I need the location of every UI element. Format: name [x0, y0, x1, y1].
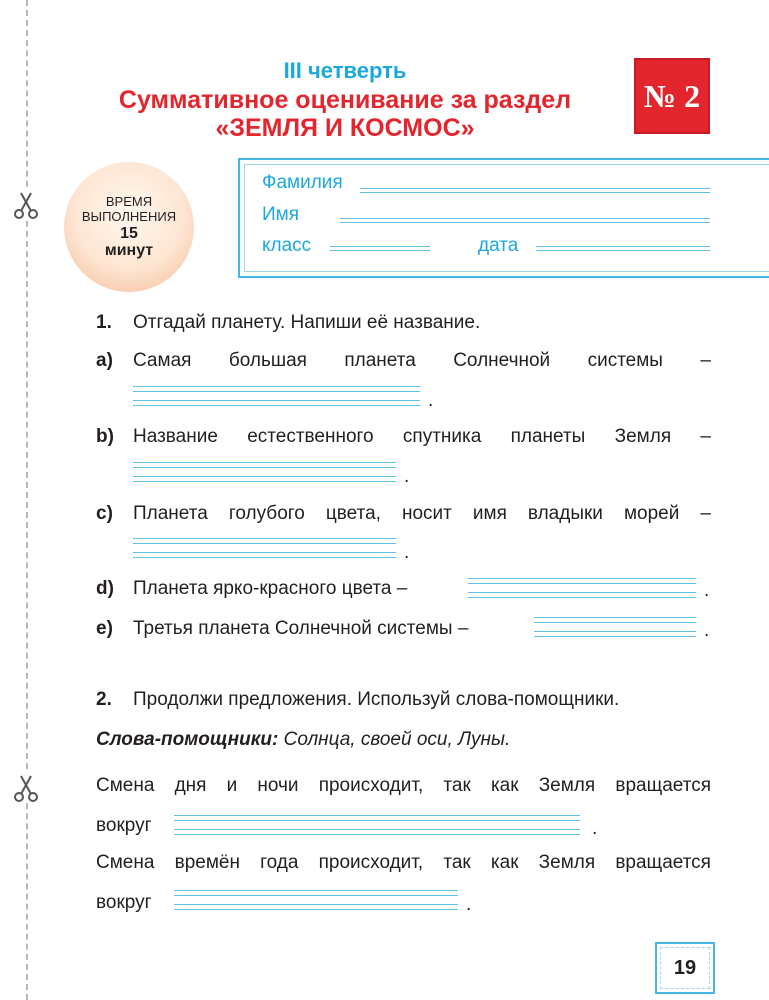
- word: как: [490, 852, 519, 873]
- around-word: вокруг: [96, 892, 152, 913]
- word: Смена: [96, 852, 155, 873]
- quarter-label: III четверть: [283, 58, 407, 83]
- word: ночи: [257, 775, 299, 796]
- word: имя: [472, 503, 507, 524]
- answer-line[interactable]: [133, 552, 396, 558]
- class-field[interactable]: [330, 246, 430, 251]
- answer-line[interactable]: [133, 386, 420, 392]
- word: так: [443, 852, 471, 873]
- word: носит: [401, 503, 452, 524]
- item-question: [133, 503, 711, 525]
- item-question: Третья планета Солнечной системы –: [133, 618, 469, 639]
- answer-line[interactable]: [534, 631, 696, 637]
- word: Самая: [133, 350, 192, 371]
- word: как: [490, 775, 519, 796]
- word: происходит,: [318, 852, 424, 873]
- answer-line[interactable]: [174, 815, 580, 821]
- period: .: [404, 542, 410, 563]
- name-label: Имя: [262, 204, 300, 225]
- item-letter: e): [96, 618, 113, 639]
- answer-line[interactable]: [468, 592, 696, 598]
- item-letter: c): [96, 503, 113, 524]
- page-title: Суммативное оценивание за раздел: [118, 86, 572, 114]
- period: .: [466, 894, 472, 915]
- item-letter: d): [96, 578, 114, 599]
- around-word: вокруг: [96, 815, 152, 836]
- word: происходит,: [318, 775, 424, 796]
- word: дня: [174, 775, 207, 796]
- date-field[interactable]: [536, 246, 710, 251]
- word: системы: [587, 350, 663, 371]
- task-number: 2.: [96, 689, 112, 710]
- task-prompt: Продолжи предложения. Используй слова-помощники.: [133, 689, 620, 710]
- name-field[interactable]: [340, 218, 710, 223]
- word: планета: [344, 350, 416, 371]
- item-question: [133, 350, 711, 372]
- scissors-icon: [12, 773, 40, 803]
- word: спутника: [402, 426, 482, 447]
- word: естественного: [247, 426, 374, 447]
- period: .: [704, 580, 710, 601]
- time-label-line2: ВЫПОЛНЕНИЯ: [81, 209, 177, 225]
- word: –: [700, 503, 711, 524]
- word: Земля: [538, 775, 596, 796]
- item-letter: a): [96, 350, 113, 371]
- surname-field[interactable]: [360, 188, 710, 193]
- word: планеты: [510, 426, 586, 447]
- word: цвета,: [325, 503, 381, 524]
- word: Земля: [538, 852, 596, 873]
- answer-line[interactable]: [534, 617, 696, 623]
- task-number: 1.: [96, 312, 112, 333]
- helper-words-label: Слова-помощники:: [96, 729, 279, 750]
- answer-line[interactable]: [174, 890, 458, 896]
- answer-line[interactable]: [133, 462, 396, 468]
- answer-line[interactable]: [174, 904, 458, 910]
- answer-line[interactable]: [468, 578, 696, 584]
- word: морей: [623, 503, 680, 524]
- period: .: [428, 390, 434, 411]
- word: и: [226, 775, 238, 796]
- word: Земля: [614, 426, 672, 447]
- date-label: дата: [478, 235, 519, 256]
- answer-line[interactable]: [133, 476, 396, 482]
- task-prompt: Отгадай планету. Напиши её название.: [133, 312, 481, 333]
- word: Смена: [96, 775, 155, 796]
- word: вращается: [615, 852, 711, 873]
- assessment-number-badge: № 2: [634, 58, 710, 134]
- cut-line: [26, 0, 28, 1000]
- item-question: [133, 426, 711, 448]
- scissors-icon: [12, 190, 40, 220]
- period: .: [704, 620, 710, 641]
- word: времён: [174, 852, 240, 873]
- word: Планета: [133, 503, 208, 524]
- sentence-2: [96, 852, 711, 874]
- class-label: класс: [262, 235, 312, 256]
- answer-line[interactable]: [133, 400, 420, 406]
- word: года: [260, 852, 299, 873]
- word: голубого: [228, 503, 305, 524]
- word: владыки: [527, 503, 603, 524]
- sentence-1: [96, 775, 711, 797]
- word: вращается: [615, 775, 711, 796]
- word: Название: [133, 426, 218, 447]
- time-minutes: 15: [120, 224, 138, 242]
- word: так: [443, 775, 471, 796]
- student-info-box: [238, 158, 769, 278]
- helper-words-list: Солнца, своей оси, Луны.: [283, 729, 511, 750]
- word: –: [700, 426, 711, 447]
- section-title: «ЗЕМЛЯ И КОСМОС»: [215, 114, 475, 142]
- time-label-line1: ВРЕМЯ: [105, 193, 153, 209]
- time-unit: минут: [104, 241, 154, 259]
- word: –: [700, 350, 711, 371]
- period: .: [592, 818, 598, 839]
- item-question: Планета ярко-красного цвета –: [133, 578, 408, 599]
- surname-label: Фамилия: [262, 172, 343, 193]
- answer-line[interactable]: [174, 829, 580, 835]
- word: большая: [228, 350, 307, 371]
- period: .: [404, 466, 410, 487]
- item-letter: b): [96, 426, 114, 447]
- page-number: 19: [655, 942, 715, 994]
- word: Солнечной: [453, 350, 551, 371]
- time-limit-circle: [64, 162, 194, 292]
- helper-words: [96, 729, 510, 751]
- answer-line[interactable]: [133, 538, 396, 544]
